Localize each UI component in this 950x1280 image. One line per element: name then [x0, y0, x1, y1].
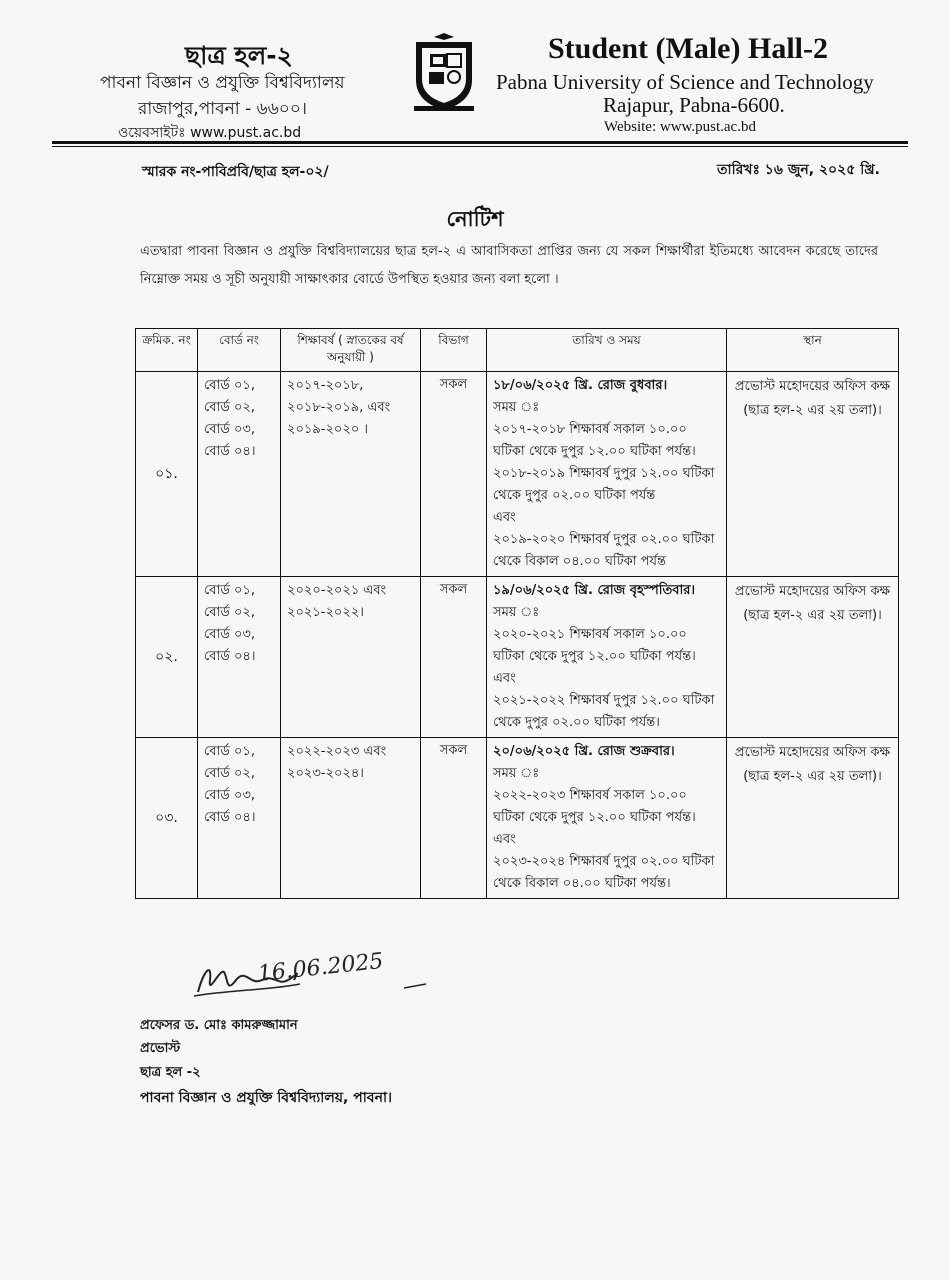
row-serial: ০১.: [136, 372, 198, 577]
row-sessions: [281, 372, 421, 577]
row-datetime: [487, 577, 727, 738]
signatory-hall: ছাত্র হল -২: [140, 1065, 201, 1080]
row-boards: [198, 577, 281, 738]
notice-intro: এতদ্বারা পাবনা বিজ্ঞান ও প্রযুক্তি বিশ্ববিদ্যালয়ের ছাত্র হল-২ এ আবাসিকতা প্রাপ্তির জন্য যে সকল শিক্ষার্থীরা ইতিমধ্যে আবেদন করেছে তাদের নিম্নোক্ত সময় ও সূচী অনুযায়ী সাক্ষাৎকার বোর্ডে উপস্থিত হওয়ার জন্য বলা হলো ।: [140, 244, 878, 287]
session-item: ২০২২-২০২৩ এবং: [287, 744, 387, 759]
time-label: সময় ঃ: [493, 766, 540, 781]
place-office: প্রভোস্ট মহোদয়ের অফিস কক্ষ: [734, 584, 891, 599]
session-item: ২০২১-২০২২।: [287, 605, 364, 620]
row-place: [727, 738, 899, 899]
board-item: বোর্ড ০৪।: [204, 444, 256, 459]
board-item: বোর্ড ০২,: [204, 605, 256, 620]
hall-name-bangla: ছাত্র হল-২: [185, 41, 293, 70]
university-name-english: Pabna University of Science and Technology: [496, 70, 874, 94]
signatory-designation: প্রভোস্ট: [140, 1041, 181, 1056]
signatory-name: প্রফেসর ড. মোঃ কামরুজ্জামান: [140, 1018, 298, 1033]
board-item: বোর্ড ০১,: [204, 744, 256, 759]
row-datetime: [487, 738, 727, 899]
row-serial: ০৩.: [136, 738, 198, 899]
time-slot: এবং: [493, 510, 516, 525]
time-slot: এবং: [493, 671, 516, 686]
interview-date: ১৯/০৬/২০২৫ খ্রি. রোজ বৃহস্পতিবার।: [493, 583, 696, 598]
time-label: সময় ঃ: [493, 605, 540, 620]
website-english: Website: www.pust.ac.bd: [604, 119, 756, 135]
memo-date: তারিখঃ ১৬ জুন, ২০২৫ খ্রি.: [717, 162, 880, 178]
session-item: ২০২০-২০২১ এবং: [287, 583, 387, 598]
board-item: বোর্ড ০৩,: [204, 627, 256, 642]
address-bangla: রাজাপুর,পাবনা - ৬৬০০।: [138, 99, 307, 119]
memo-reference: স্মারক নং-পাবিপ্রবি/ছাত্র হল-০২/: [142, 164, 329, 180]
university-crest-icon: [410, 32, 478, 112]
signature-date: 16.06.2025: [256, 948, 385, 987]
signatory-university: পাবনা বিজ্ঞান ও প্রযুক্তি বিশ্ববিদ্যালয়, পাবনা।: [140, 1090, 393, 1106]
time-label: সময় ঃ: [493, 400, 540, 415]
row-department: সকল: [421, 372, 487, 577]
board-item: বোর্ড ০৪।: [204, 810, 256, 825]
header-divider: [52, 141, 908, 144]
header-session: শিক্ষাবর্ষ ( স্নাতকের বর্ষ অনুযায়ী ): [281, 329, 421, 372]
time-slot: ২০১৯-২০২০ শিক্ষাবর্ষ দুপুর ০২.০০ ঘটিকা থেকে বিকাল ০৪.০০ ঘটিকা পর্যন্ত: [493, 532, 715, 569]
session-item: ২০১৭-২০১৮,: [287, 378, 364, 393]
website-bangla: ওয়েবসাইটঃ www.pust.ac.bd: [118, 125, 302, 141]
row-sessions: [281, 738, 421, 899]
row-department: সকল: [421, 738, 487, 899]
session-item: ২০১৯-২০২০ ।: [287, 422, 369, 437]
header-datetime: তারিখ ও সময়: [487, 329, 727, 372]
row-department: সকল: [421, 577, 487, 738]
header-serial: ক্রমিক. নং: [136, 329, 198, 372]
time-slot: ২০১৭-২০১৮ শিক্ষাবর্ষ সকাল ১০.০০ ঘটিকা থেকে দুপুর ১২.০০ ঘটিকা পর্যন্ত।: [493, 422, 696, 459]
session-item: ২০২৩-২০২৪।: [287, 766, 364, 781]
university-name-bangla: পাবনা বিজ্ঞান ও প্রযুক্তি বিশ্ববিদ্যালয়: [100, 73, 345, 93]
row-sessions: [281, 577, 421, 738]
table-row: [136, 372, 899, 577]
board-item: বোর্ড ০৪।: [204, 649, 256, 664]
header-place: স্থান: [727, 329, 899, 372]
row-place: [727, 372, 899, 577]
time-slot: ২০১৮-২০১৯ শিক্ষাবর্ষ দুপুর ১২.০০ ঘটিকা থেকে দুপুর ০২.০০ ঘটিকা পর্যন্ত: [493, 466, 715, 503]
table-header-row: [136, 329, 899, 372]
place-floor: (ছাত্র হল-২ এর ২য় তলা)।: [743, 403, 882, 418]
time-slot: ২০২০-২০২১ শিক্ষাবর্ষ সকাল ১০.০০ ঘটিকা থেকে দুপুর ১২.০০ ঘটিকা পর্যন্ত।: [493, 627, 696, 664]
board-item: বোর্ড ০২,: [204, 766, 256, 781]
table-row: [136, 577, 899, 738]
board-item: বোর্ড ০১,: [204, 583, 256, 598]
row-serial: ০২.: [136, 577, 198, 738]
board-item: বোর্ড ০৩,: [204, 422, 256, 437]
table-row: [136, 738, 899, 899]
board-item: বোর্ড ০১,: [204, 378, 256, 393]
interview-date: ২০/০৬/২০২৫ খ্রি. রোজ শুক্রবার।: [493, 744, 675, 759]
row-place: [727, 577, 899, 738]
header-divider-thin: [52, 146, 908, 147]
session-item: ২০১৮-২০১৯, এবং: [287, 400, 391, 415]
board-item: বোর্ড ০২,: [204, 400, 256, 415]
board-item: বোর্ড ০৩,: [204, 788, 256, 803]
header-department: বিভাগ: [421, 329, 487, 372]
row-datetime: [487, 372, 727, 577]
address-english: Rajapur, Pabna-6600.: [603, 93, 785, 117]
row-boards: [198, 738, 281, 899]
place-floor: (ছাত্র হল-২ এর ২য় তলা)।: [743, 608, 882, 623]
interview-date: ১৮/০৬/২০২৫ খ্রি. রোজ বুধবার।: [493, 378, 668, 393]
row-boards: [198, 372, 281, 577]
header-board: বোর্ড নং: [198, 329, 281, 372]
time-slot: এবং: [493, 832, 516, 847]
hall-name-english: Student (Male) Hall-2: [548, 32, 828, 65]
place-office: প্রভোস্ট মহোদয়ের অফিস কক্ষ: [734, 745, 891, 760]
time-slot: ২০২১-২০২২ শিক্ষাবর্ষ দুপুর ১২.০০ ঘটিকা থেকে দুপুর ০২.০০ ঘটিকা পর্যন্ত।: [493, 693, 715, 730]
time-slot: ২০২২-২০২৩ শিক্ষাবর্ষ সকাল ১০.০০ ঘটিকা থেকে দুপুর ১২.০০ ঘটিকা পর্যন্ত।: [493, 788, 696, 825]
interview-schedule-table: [135, 328, 899, 899]
place-floor: (ছাত্র হল-২ এর ২য় তলা)।: [743, 769, 882, 784]
notice-title: নোটিশ: [446, 207, 504, 231]
place-office: প্রভোস্ট মহোদয়ের অফিস কক্ষ: [734, 379, 891, 394]
time-slot: ২০২৩-২০২৪ শিক্ষাবর্ষ দুপুর ০২.০০ ঘটিকা থেকে বিকাল ০৪.০০ ঘটিকা পর্যন্ত।: [493, 854, 715, 891]
